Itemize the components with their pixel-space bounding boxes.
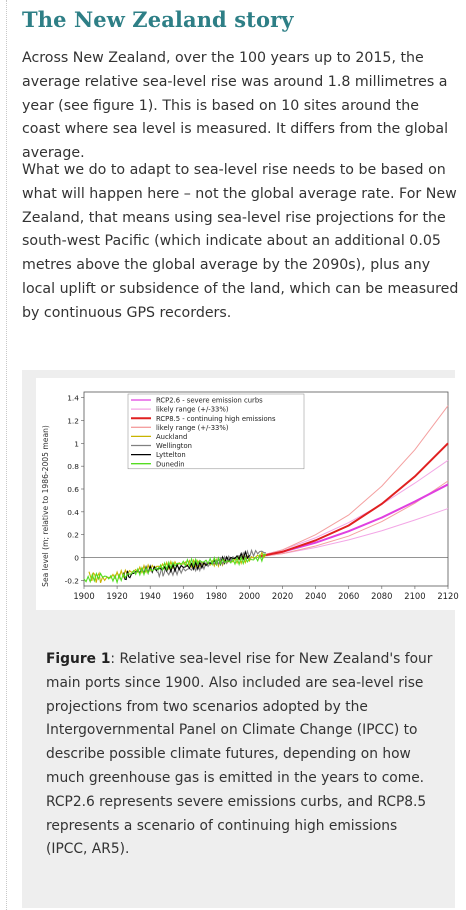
x-tick-label: 2060 (338, 591, 360, 601)
x-tick-label: 2000 (238, 591, 261, 601)
x-tick-label: 1920 (106, 591, 128, 601)
page-margin-rule (6, 0, 7, 910)
legend-label-rcp85: RCP8.5 - continuing high emissions (156, 414, 276, 423)
legend-label-rcp85_range: likely range (+/-33%) (156, 423, 229, 432)
y-tick-label: 0.6 (67, 485, 79, 494)
legend-label-auckland: Auckland (156, 433, 188, 441)
y-tick-label: 1 (74, 439, 79, 449)
legend-label-rcp26: RCP2.6 - severe emission curbs (156, 396, 263, 405)
y-tick-label: 1.2 (67, 416, 79, 426)
x-tick-label: 2100 (404, 591, 426, 601)
x-tick-label: 1940 (139, 591, 161, 601)
y-tick-label: 0.4 (67, 507, 79, 517)
article-paragraph-1: Across New Zealand, over the 100 years up to 2015, the average relative sea-level rise was around 1.8 millimetres a year (see figure 1). This is based on 10 sites around the coast where sea level is measured. It differs from the global average. (22, 50, 449, 162)
y-tick-label: 0.2 (67, 530, 79, 540)
y-axis-label: Sea level (m; relative to 1986-2005 mean) (41, 425, 50, 587)
legend-label-dunedin: Dunedin (156, 460, 185, 469)
legend-label-lyttelton: Lyttelton (156, 451, 186, 460)
article-paragraph-2: What we do to adapt to sea-level rise needs to be based on what will happen here – not the global average rate. For New Zealand, that means using sea-level rise projections for the south-west Pacific (which indicate about an additional 0.05 metres above the global average by the 2090s), plus any local uplift or subsidence of the land, which can be measured by continuous GPS recorders. (22, 162, 459, 321)
x-tick-label: 2120 (437, 591, 459, 601)
figure-caption-text: : Relative sea-level rise for New Zealand's four main ports since 1900. Also included are sea-level rise projections from two scenarios adopted by the Intergovernmental Panel on Climate Change (IPCC) to describe possible climate futures, depending on how much greenhouse gas is emitted in the years to come. RCP2.6 represents severe emissions curbs, and RCP8.5 represents a scenario of continuing high emissions (IPCC, AR5). (46, 651, 433, 858)
y-tick-label: 0.8 (67, 462, 79, 472)
x-tick-label: 1900 (73, 591, 95, 601)
x-tick-label: 2020 (271, 591, 294, 601)
figure-caption-label: Figure 1 (46, 651, 111, 667)
x-tick-label: 2080 (371, 591, 393, 601)
x-tick-label: 1960 (172, 591, 194, 601)
y-tick-label: 1.4 (67, 393, 79, 403)
x-tick-label: 2040 (304, 591, 327, 601)
article-title: The New Zealand story (22, 7, 294, 32)
y-tick-label: 0 (74, 553, 79, 563)
figure-caption (46, 648, 442, 862)
legend-label-rcp26_range: likely range (+/-33%) (156, 405, 229, 414)
x-tick-label: 1980 (205, 591, 228, 601)
legend-label-wellington: Wellington (156, 442, 192, 451)
y-tick-label: -0.2 (64, 576, 79, 586)
sea-level-chart (36, 378, 459, 610)
